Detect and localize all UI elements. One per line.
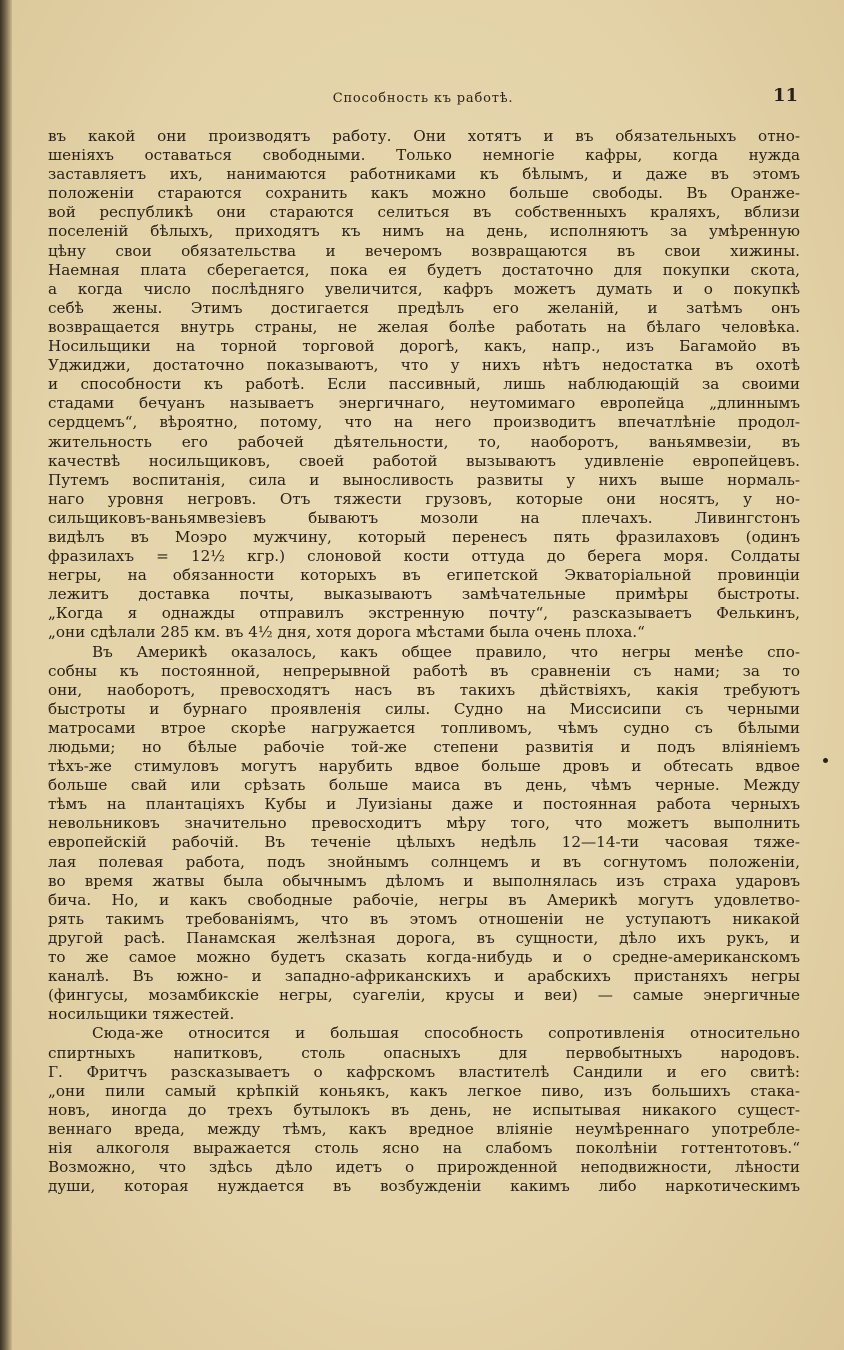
text-line: Наемная плата сберегается, пока ея будетъ достаточно для покупки скота, <box>48 260 800 279</box>
text-line: фразилахъ = 12½ кгр.) слоновой кости оттуда до берега моря. Солдаты <box>48 547 800 566</box>
text-line: заставляетъ ихъ, нанимаются работниками къ бѣлымъ, и даже въ этомъ <box>48 165 800 184</box>
running-title: Способность къ работѣ. <box>332 91 514 106</box>
text-line: стадами бечуанъ называетъ энергичнаго, неутомимаго европейца „длиннымъ <box>48 394 800 413</box>
text-line: во время жатвы была обычнымъ дѣломъ и выполнялась изъ страха ударовъ <box>48 871 800 890</box>
paragraph-start-line: Въ Америкѣ оказалось, какъ общее правило, что негры менѣе спо- <box>92 642 800 661</box>
text-line: матросами втрое скорѣе нагружается топливомъ, чѣмъ судно съ бѣлыми <box>48 718 800 737</box>
text-line: собны къ постоянной, непрерывной работѣ въ сравненіи съ нами; за то <box>48 661 800 680</box>
text-line: наго уровня негровъ. Отъ тяжести грузовъ, которые они носятъ, у но- <box>48 489 800 508</box>
text-line: себѣ жены. Этимъ достигается предѣлъ его желаній, и затѣмъ онъ <box>48 298 800 317</box>
page-binding-edge <box>0 0 12 1350</box>
text-line: тѣмъ на плантаціяхъ Кубы и Луизіаны даже и постоянная работа черныхъ <box>48 795 800 814</box>
text-line: возвращается внутрь страны, не желая болѣе работать на бѣлаго человѣка. <box>48 317 800 336</box>
body-text <box>48 127 800 1196</box>
text-line: негры, на обязанности которыхъ въ египетской Экваторіальной провинціи <box>48 566 800 585</box>
text-line: веннаго вреда, между тѣмъ, какъ вредное вліяніе неумѣреннаго употребле- <box>48 1119 800 1138</box>
page-number: 11 <box>772 85 798 106</box>
text-line: лая полевая работа, подъ знойнымъ солнцемъ и въ согнутомъ положеніи, <box>48 852 800 871</box>
text-line: быстроты и бурнаго проявленія силы. Судно на Миссисипи съ черными <box>48 699 800 718</box>
text-line: лежитъ доставка почты, выказываютъ замѣчательные примѣры быстроты. <box>48 585 800 604</box>
text-line: другой расѣ. Панамская желѣзная дорога, въ сущности, дѣло ихъ рукъ, и <box>48 928 800 947</box>
text-line: души, которая нуждается въ возбужденіи какимъ либо наркотическимъ <box>48 1177 800 1196</box>
text-line: Носильщики на торной торговой дорогѣ, какъ, напр., изъ Багамойо въ <box>48 337 800 356</box>
text-line: (фингусы, мозамбикскіе негры, суагеліи, крусы и веи) — самые энергичные <box>48 986 800 1005</box>
text-line: людьми; но бѣлые рабочіе той-же степени развитія и подъ вліяніемъ <box>48 738 800 756</box>
text-line: бича. Но, и какъ свободные рабочіе, негры въ Америкѣ могутъ удовлетво- <box>48 890 800 909</box>
text-line: нія алкоголя выражается столь ясно на слабомъ поколѣніи готтентотовъ.“ <box>48 1138 800 1157</box>
paragraph-end-line: носильщики тяжестей. <box>48 1005 235 1024</box>
text-line: и способности къ работѣ. Если пассивный, лишь наблюдающій за своими <box>48 375 800 394</box>
text-line: шеніяхъ оставаться свободными. Только немногіе кафры, когда нужда <box>48 146 800 165</box>
text-line: сердцемъ“, вѣроятно, потому, что на него производитъ впечатлѣніе продол- <box>48 413 800 432</box>
page-header <box>48 85 798 115</box>
text-line: то же самое можно будетъ сказать когда-нибудь и о средне-американскомъ <box>48 948 800 967</box>
paragraph-end-line: „они сдѣлали 285 км. въ 4½ дня, хотя дорога мѣстами была очень плоха.“ <box>48 623 645 642</box>
text-line: больше свай или срѣзать больше маиса въ день, чѣмъ черные. Между <box>48 776 800 795</box>
text-line: „они пили самый крѣпкій коньякъ, какъ легкое пиво, изъ большихъ стака- <box>48 1081 800 1100</box>
margin-mark <box>823 758 828 763</box>
text-line: европейскій рабочій. Въ теченіе цѣлыхъ недѣль 12—14-ти часовая тяже- <box>48 833 800 852</box>
text-line: „Когда я однажды отправилъ экстренную почту“, разсказываетъ Фелькинъ, <box>48 604 800 623</box>
text-line: рять такимъ требованіямъ, что въ этомъ отношеніи не уступаютъ никакой <box>48 909 800 928</box>
text-line: а когда число послѣдняго увеличится, кафръ можетъ думать и о покупкѣ <box>48 279 800 298</box>
text-line: новъ, иногда до трехъ бутылокъ въ день, не испытывая никакого сущест- <box>48 1100 800 1119</box>
text-line: каналѣ. Въ южно- и западно-африканскихъ и арабскихъ пристаняхъ негры <box>48 967 800 986</box>
text-line: положеніи стараются сохранить какъ можно больше свободы. Въ Оранже- <box>48 184 800 203</box>
text-line: они, наоборотъ, превосходятъ насъ въ такихъ дѣйствіяхъ, какія требуютъ <box>48 680 800 699</box>
text-line: Возможно, что здѣсь дѣло идетъ о прирожденной неподвижности, лѣности <box>48 1158 800 1177</box>
text-line: сильщиковъ-ваньямвезіевъ бываютъ мозоли на плечахъ. Ливингстонъ <box>48 508 800 527</box>
paragraph-start-line: Сюда-же относится и большая способность сопротивленія относительно <box>92 1024 800 1043</box>
text-line: тѣхъ-же стимуловъ могутъ нарубить вдвое больше дровъ и обтесать вдвое <box>48 757 800 776</box>
text-line: Уджиджи, достаточно показываютъ, что у нихъ нѣтъ недостатка въ охотѣ <box>48 356 800 375</box>
text-line: качествѣ носильщиковъ, своей работой вызываютъ удивленіе европейцевъ. <box>48 451 800 470</box>
text-line: невольниковъ значительно превосходитъ мѣру того, что можетъ выполнить <box>48 814 800 833</box>
text-line: вой республикѣ они стараются селиться въ собственныхъ краляхъ, вблизи <box>48 203 800 222</box>
text-line: видѣлъ въ Моэро мужчину, который перенесъ пять фразилаховъ (одинъ <box>48 527 800 546</box>
text-line: Путемъ воспитанія, сила и выносливость развиты у нихъ выше нормаль- <box>48 470 800 489</box>
text-line: поселеній бѣлыхъ, приходятъ къ нимъ на день, исполняютъ за умѣренную <box>48 222 800 241</box>
text-line: цѣну свои обязательства и вечеромъ возвращаются въ свои хижины. <box>48 241 800 260</box>
text-line: въ какой они производятъ работу. Они хотятъ и въ обязательныхъ отно- <box>48 127 800 145</box>
text-line: Г. Фритчъ разсказываетъ о кафрскомъ властителѣ Сандили и его свитѣ: <box>48 1062 800 1081</box>
text-line: спиртныхъ напитковъ, столь опасныхъ для первобытныхъ народовъ. <box>48 1043 800 1062</box>
text-line: жительность его рабочей дѣятельности, то, наоборотъ, ваньямвезіи, въ <box>48 432 800 451</box>
